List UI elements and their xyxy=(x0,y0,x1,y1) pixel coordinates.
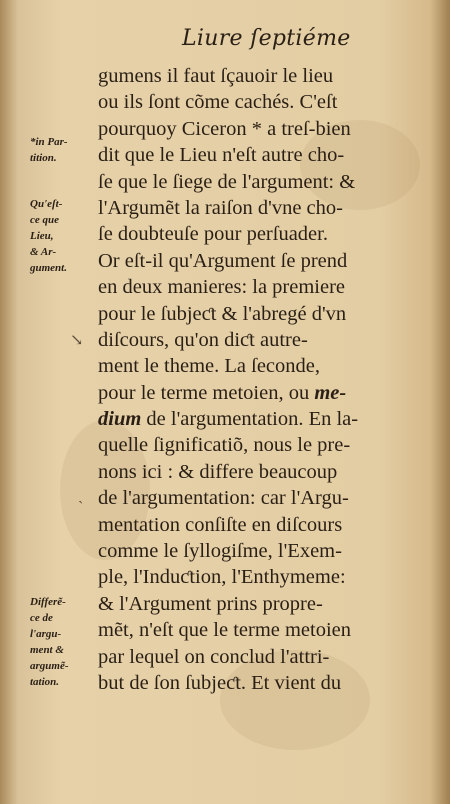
text-line: ple, l'Induƈtion, l'Enthymeme: xyxy=(98,566,346,589)
text-line xyxy=(98,406,433,432)
margin-note-line: argumẽ- xyxy=(30,660,69,672)
text-line: but de ſon ſubjeƈt. Et vient du xyxy=(98,671,342,694)
text-line: ment le theme. La ſeconde, xyxy=(98,355,320,378)
text-line: ſe que le ſiege de l'argument: & xyxy=(98,170,356,193)
margin-note-line: *in Par- xyxy=(30,136,68,148)
margin-note-line: tition. xyxy=(30,152,57,164)
text-line: pourquoy Ciceron * a treſ-bien xyxy=(98,117,351,140)
text-line: de l'argumentation: car l'Argu- xyxy=(98,487,349,510)
text-line: nons ici : & differe beaucoup xyxy=(98,460,338,483)
text-line: mẽt, n'eſt que le terme metoien xyxy=(98,619,352,642)
margin-note-line: ment & xyxy=(30,644,64,656)
text-line: mentation conſiſte en diſcours xyxy=(98,513,343,536)
text-line: Or eſt-il qu'Argument ſe prend xyxy=(98,249,348,272)
margin-note-line: tation. xyxy=(30,676,60,688)
text-line: ou ils ſont cõme cachés. C'eſt xyxy=(98,91,338,114)
italic-word: dium xyxy=(98,408,142,431)
margin-mark: ˎ xyxy=(78,485,84,504)
italic-word: me- xyxy=(314,381,347,404)
margin-note-difference xyxy=(30,594,96,690)
margin-note-line: l'argu- xyxy=(30,628,62,640)
text-line: quelle ſignificatiõ, nous le pre- xyxy=(98,434,351,457)
margin-note-line: Differẽ- xyxy=(30,596,66,608)
margin-note-line: Lieu, xyxy=(30,230,54,242)
body-text xyxy=(98,63,433,696)
text-line: gumens il faut ſçauoir le lieu xyxy=(98,65,334,87)
margin-note-line: Qu'eſt- xyxy=(30,198,63,210)
text-line: pour le ſubjeƈt & l'abregé d'vn xyxy=(98,302,347,325)
text-line xyxy=(98,380,433,406)
text-line: & l'Argument prins propre- xyxy=(98,592,323,615)
margin-note-line: & Ar- xyxy=(30,246,57,258)
text-line: l'Argumẽt la raiſon d'vne cho- xyxy=(98,196,343,219)
text-line: comme le ſyllogiſme, l'Exem- xyxy=(98,540,342,563)
text-segment: de l'argumentation. En la- xyxy=(146,408,359,431)
margin-note-line: gument. xyxy=(30,262,67,274)
running-head: Liure ſeptiéme xyxy=(182,26,351,51)
text-line: en deux manieres: la premiere xyxy=(98,276,346,299)
text-line: ſe doubteuſe pour perſuader. xyxy=(98,223,328,246)
text-line: par lequel on conclud l'attri- xyxy=(98,645,330,668)
margin-note-line: ce que xyxy=(30,214,60,226)
margin-note-line: ce de xyxy=(30,612,53,624)
text-line: diſcours, qu'on diƈt autre- xyxy=(98,328,308,351)
margin-note-lieu-argument xyxy=(30,196,96,276)
text-segment: pour le terme metoien, ou xyxy=(98,381,310,404)
text-line: dit que le Lieu n'eſt autre cho- xyxy=(98,144,345,167)
margin-mark: ↘ xyxy=(70,330,84,349)
margin-note-partition xyxy=(30,134,96,166)
